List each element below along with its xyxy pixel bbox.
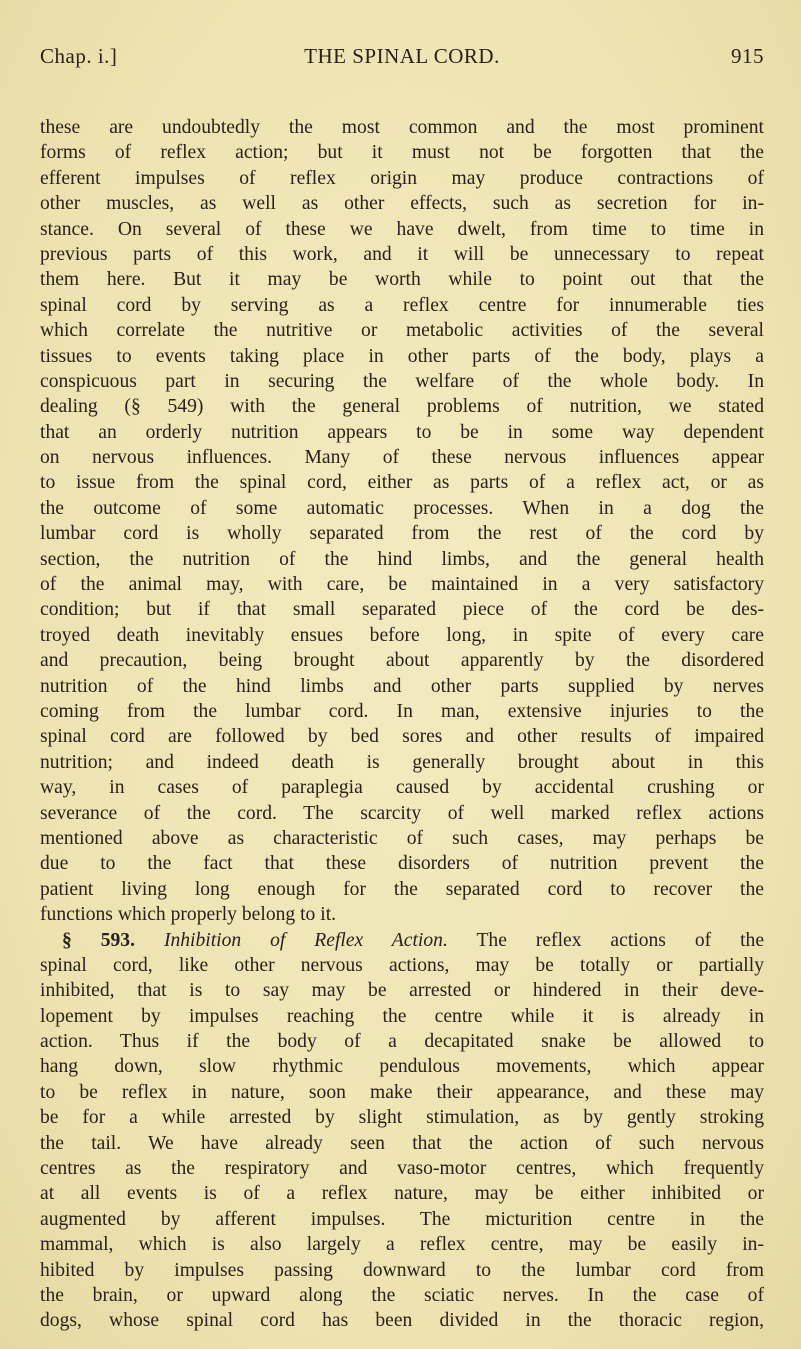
text-line: due to the fact that these disorders of nutrition prevent the — [40, 853, 764, 875]
text-line: the outcome of some automatic processes. When in a dog the — [40, 497, 764, 519]
text-line: stance. On several of these we have dwelt, from time to time in — [40, 218, 764, 240]
text-line: troyed death inevitably ensues before long, in spite of every care — [40, 624, 764, 646]
text-line: at all events is of a reflex nature, may be either inhibited or — [40, 1183, 764, 1205]
text-line: tissues to events taking place in other parts of the body, plays a — [40, 345, 764, 367]
text-line: of the animal may, with care, be maintained in a very satisfactory — [40, 574, 764, 596]
text-line: inhibited, that is to say may be arrested or hindered in their deve- — [40, 980, 764, 1002]
text-line: functions which properly belong to it. — [40, 904, 337, 926]
text-line: them here. But it may be worth while to point out that the — [40, 269, 764, 291]
text-line: forms of reflex action; but it must not be forgotten that the — [40, 142, 764, 164]
section-title: Inhibition of Reflex Action. — [163, 929, 448, 951]
text-line: lopement by impulses reaching the centre while it is already in — [40, 1005, 764, 1027]
page-number: 915 — [731, 44, 764, 68]
text-line: centres as the respiratory and vaso-motor centres, which frequently — [40, 1158, 764, 1180]
text-line: nutrition of the hind limbs and other parts supplied by nerves — [40, 675, 764, 697]
text-line: to be reflex in nature, soon make their appearance, and these may — [40, 1081, 764, 1103]
text-line: condition; but if that small separated piece of the cord be des- — [40, 599, 764, 621]
text-line: on nervous influences. Many of these nervous influences appear — [40, 447, 764, 469]
text-line: mentioned above as characteristic of such cases, may perhaps be — [40, 827, 764, 849]
text-line: action. Thus if the body of a decapitated snake be allowed to — [40, 1031, 764, 1053]
text-line: and precaution, being brought about apparently by the disordered — [40, 650, 764, 672]
section-first-line-text: The reflex actions of the — [476, 929, 765, 951]
text-line: way, in cases of paraplegia caused by accidental crushing or — [40, 777, 764, 799]
text-line: section, the nutrition of the hind limbs, and the general health — [40, 548, 764, 570]
chapter-label: Chap. i.] — [40, 44, 118, 68]
text-line: patient living long enough for the separated cord to recover the — [40, 878, 764, 900]
running-title: THE SPINAL CORD. — [304, 44, 500, 68]
text-line: previous parts of this work, and it will be unnecessary to repeat — [40, 243, 764, 265]
text-line: coming from the lumbar cord. In man, extensive injuries to the — [40, 700, 764, 722]
text-line: these are undoubtedly the most common and the most prominent — [40, 117, 764, 138]
text-line: lumbar cord is wholly separated from the rest of the cord by — [40, 523, 764, 545]
text-line: mammal, which is also largely a reflex centre, may be easily in- — [40, 1234, 764, 1256]
text-line: spinal cord by serving as a reflex centre for innumerable ties — [40, 294, 764, 316]
text-line: dealing (§ 549) with the general problems of nutrition, we stated — [40, 396, 764, 418]
text-line: other muscles, as well as other effects, such as secretion for in- — [40, 193, 764, 215]
text-line: the tail. We have already seen that the action of such nervous — [40, 1132, 764, 1154]
text-line: dogs, whose spinal cord has been divided in the thoracic region, — [40, 1310, 764, 1332]
text-line: hibited by impulses passing downward to the lumbar cord from — [40, 1259, 764, 1281]
section-heading-line — [40, 928, 764, 953]
text-line: efferent impulses of reflex origin may produce contractions of — [40, 167, 764, 189]
text-line: conspicuous part in securing the welfare of the whole body. In — [40, 370, 764, 392]
running-header — [40, 44, 764, 74]
text-line: spinal cord are followed by bed sores and other results of impaired — [40, 726, 764, 748]
text-line: the brain, or upward along the sciatic nerves. In the case of — [40, 1284, 764, 1306]
text-line: spinal cord, like other nervous actions, may be totally or partially — [40, 954, 764, 976]
text-line: nutrition; and indeed death is generally brought about in this — [40, 751, 764, 773]
text-line: to issue from the spinal cord, either as parts of a reflex act, or as — [40, 472, 764, 494]
text-line: which correlate the nutritive or metabolic activities of the several — [40, 320, 764, 342]
body-text — [40, 115, 764, 1334]
text-line: severance of the cord. The scarcity of well marked reflex actions — [40, 802, 764, 824]
text-line: be for a while arrested by slight stimulation, as by gently stroking — [40, 1107, 764, 1129]
section-number: § 593. — [62, 929, 136, 951]
text-line: that an orderly nutrition appears to be in some way dependent — [40, 421, 764, 443]
text-line: hang down, slow rhythmic pendulous movements, which appear — [40, 1056, 764, 1078]
text-line: augmented by afferent impulses. The micturition centre in the — [40, 1208, 764, 1230]
